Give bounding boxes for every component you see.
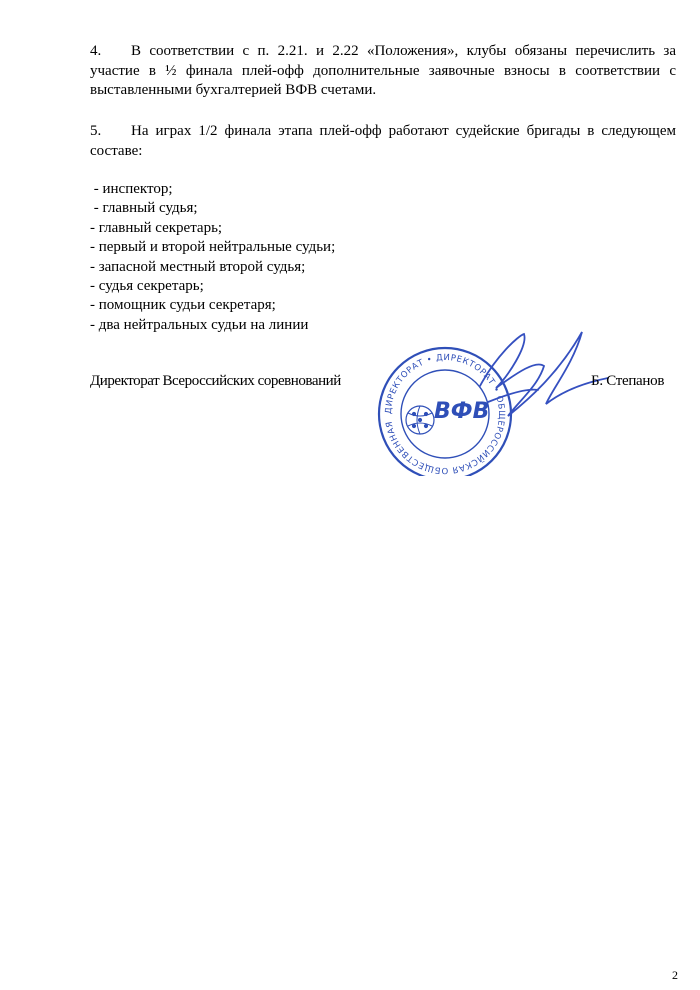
official-stamp-with-signature [368, 316, 618, 476]
paragraph-5 [90, 122, 676, 161]
paragraph-4 [90, 42, 676, 101]
stamp-ring-text: ДИРЕКТОРАТ • ДИРЕКТОРАТ • ОБЩЕРОССИЙСКАЯ ОБЩЕСТВЕННАЯ [383, 352, 507, 476]
paragraph-5-number: 5. [90, 123, 102, 139]
volleyball-logo-icon [406, 406, 434, 434]
list-item: - инспектор; [90, 181, 173, 197]
list-item: - первый и второй нейтральные судьи; [90, 239, 336, 256]
referee-roles-list [90, 180, 590, 335]
list-item: - судья секретарь; [90, 278, 204, 295]
list-item: - помощник судьи секретаря; [90, 297, 276, 314]
list-item: - запасной местный второй судья; [90, 258, 306, 275]
signatory-name: Б. Степанов [591, 373, 665, 389]
stamp-logo-text: ВФВ [434, 399, 490, 424]
paragraph-4-text: В соответствии с п. 2.21. и 2.22 «Положения», клубы обязаны перечислить за участие в ½ финала плей-офф дополнительные заявочные взносы в соответствии с выставленными бухгалтерией ВФВ счетами. [90, 43, 676, 98]
paragraph-4-number: 4. [90, 43, 102, 59]
paragraph-5-text: На играх 1/2 финала этапа плей-офф работают судейские бригады в следующем составе: [90, 123, 676, 159]
list-item: - главный секретарь; [90, 219, 223, 236]
page-number: 2 [672, 968, 678, 982]
list-item: - два нейтральных судьи на линии [90, 316, 309, 333]
signatory-organization: Директорат Всероссийских соревнований [90, 373, 341, 389]
list-item: - главный судья; [90, 200, 198, 217]
